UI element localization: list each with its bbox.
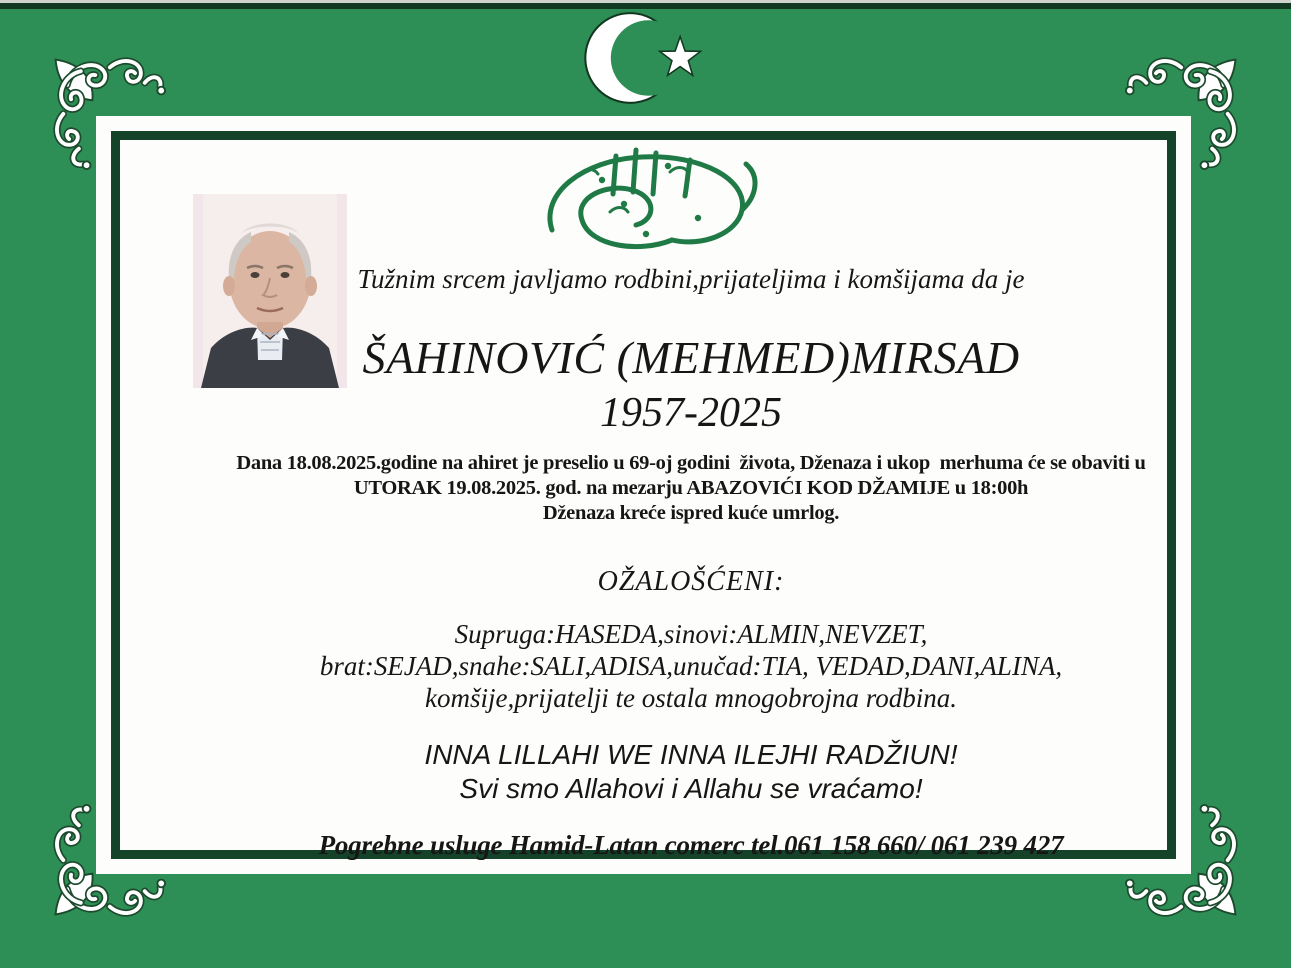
prayer-line-1: INNA LILLAHI WE INNA ILEJHI RADŽIUN! xyxy=(424,739,958,771)
obituary-text xyxy=(118,137,1156,861)
deceased-name: ŠAHINOVIĆ (MEHMED)MIRSAD xyxy=(362,331,1020,383)
mourners-line-3: komšije,prijatelji te ostala mnogobrojna rodbina. xyxy=(425,683,957,714)
funeral-home-footer: Pogrebne usluge Hamid-Latan comerc tel.061 158 660/ 061 239 427 xyxy=(318,830,1064,861)
intro-line: Tužnim srcem javljamo rodbini,prijateljima i komšijama da je xyxy=(357,264,1025,294)
life-years: 1957-2025 xyxy=(600,390,782,437)
crescent-and-star-icon xyxy=(583,6,711,110)
mourners-list xyxy=(226,618,1156,714)
mourners-line-2: brat:SEJAD,snahe:SALI,ADISA,unučad:TIA, VEDAD,DANI,ALINA, xyxy=(319,651,1063,682)
mourners-heading: OŽALOŠĆENI: xyxy=(597,566,785,598)
funeral-details xyxy=(226,451,1156,526)
funeral-details-line-1: Dana 18.08.2025.godine na ahiret je preselio u 69-oj godini života, Dženaza i ukop merhuma će se obaviti u xyxy=(236,452,1146,475)
funeral-details-line-3: Dženaza kreće ispred kuće umrlog. xyxy=(542,502,840,525)
mourners-line-1: Supruga:HASEDA,sinovi:ALMIN,NEVZET, xyxy=(454,619,928,650)
prayer-block xyxy=(226,738,1156,806)
prayer-line-2: Svi smo Allahovi i Allahu se vraćamo! xyxy=(459,773,923,805)
funeral-details-line-2: UTORAK 19.08.2025. god. na mezarju ABAZOVIĆI KOD DŽAMIJE u 18:00h xyxy=(353,477,1029,500)
